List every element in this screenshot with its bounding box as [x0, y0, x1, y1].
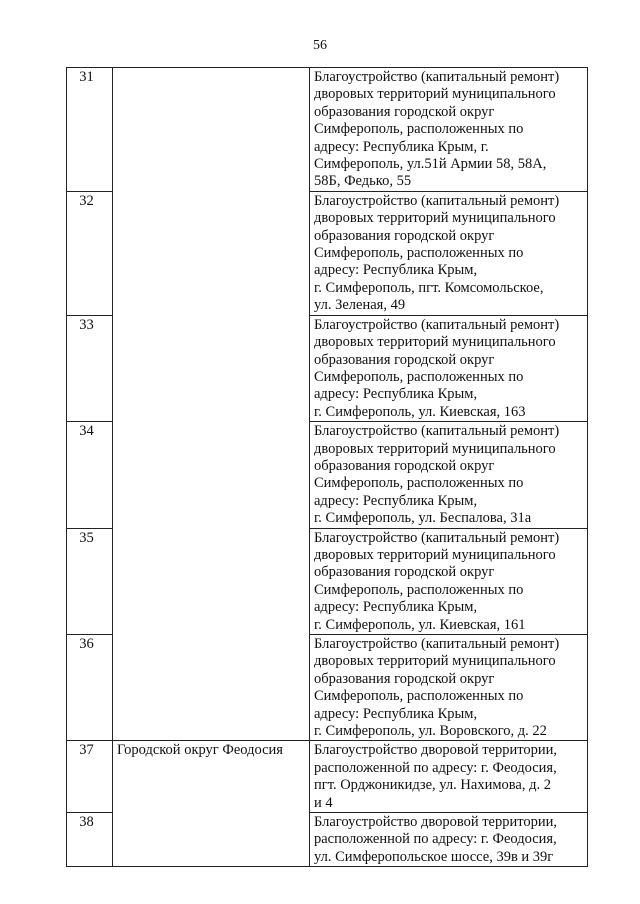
municipality-cell: Городской округ Феодосия	[113, 741, 310, 867]
row-number: 35	[67, 528, 113, 634]
description-line: Благоустройство (капитальный ремонт)	[314, 529, 560, 546]
description-line: г. Симферополь, ул. Киевская, 163	[314, 403, 526, 420]
description-line: Благоустройство (капитальный ремонт)	[314, 69, 560, 85]
description-line: дворовых территорий муниципального	[314, 86, 556, 103]
description-line: Симферополь, расположенных по	[314, 121, 524, 138]
description-line: адресу: Республика Крым,	[314, 386, 478, 403]
description-line: Благоустройство (капитальный ремонт)	[314, 423, 560, 440]
page-number: 56	[313, 38, 327, 53]
description-line: пгт. Орджоникидзе, ул. Нахимова, д. 2	[314, 777, 551, 794]
description-line: г. Симферополь, ул. Воровского, д. 22	[314, 723, 547, 740]
description-line: образования городской округ	[314, 457, 495, 474]
description-line: Симферополь, расположенных по	[314, 368, 524, 385]
table-row	[67, 68, 588, 192]
description-line: Благоустройство (капитальный ремонт)	[314, 192, 560, 209]
description-cell	[310, 635, 588, 741]
description-cell	[310, 315, 588, 421]
description-line: расположенной по адресу: г. Феодосия,	[314, 831, 557, 848]
description-line: г. Симферополь, ул. Киевская, 161	[314, 616, 526, 633]
description-line: адресу: Республика Крым,	[314, 262, 478, 279]
municipality-cell	[113, 68, 310, 741]
description-line: 58Б, Федько, 55	[314, 173, 412, 190]
description-line: дворовых территорий муниципального	[314, 546, 556, 563]
description-line: Симферополь, расположенных по	[314, 688, 524, 705]
description-line: дворовых территорий муниципального	[314, 440, 556, 457]
description-cell	[310, 68, 588, 192]
description-line: дворовых территорий муниципального	[314, 334, 556, 351]
description-line: образования городской округ	[314, 564, 495, 581]
description-line: адресу: Республика Крым, г.	[314, 138, 489, 155]
description-line: адресу: Республика Крым,	[314, 705, 478, 722]
description-line: Благоустройство (капитальный ремонт)	[314, 636, 560, 652]
row-number: 37	[67, 741, 113, 813]
description-line: образования городской округ	[314, 103, 495, 120]
description-line: и 4	[314, 794, 333, 811]
description-line: дворовых территорий муниципального	[314, 210, 556, 227]
row-number: 38	[67, 813, 113, 867]
description-line: образования городской округ	[314, 227, 495, 244]
description-cell	[310, 191, 588, 315]
description-line: Симферополь, расположенных по	[314, 245, 524, 262]
description-line: Симферополь, расположенных по	[314, 475, 524, 492]
row-number: 31	[67, 68, 113, 192]
row-number: 34	[67, 422, 113, 528]
description-line: ул. Симферопольское шоссе, 39в и 39г	[314, 848, 554, 865]
description-cell	[310, 741, 588, 813]
row-number: 32	[67, 191, 113, 315]
description-cell	[310, 528, 588, 634]
description-line: Симферополь, ул.51й Армии 58, 58А,	[314, 156, 547, 173]
description-line: Благоустройство (капитальный ремонт)	[314, 316, 560, 333]
description-line: адресу: Республика Крым,	[314, 599, 478, 616]
description-line: адресу: Республика Крым,	[314, 492, 478, 509]
description-cell	[310, 813, 588, 867]
description-line: дворовых территорий муниципального	[314, 653, 556, 670]
description-line: г. Симферополь, ул. Беспалова, 31а	[314, 510, 532, 527]
description-line: расположенной по адресу: г. Феодосия,	[314, 759, 557, 776]
row-number: 33	[67, 315, 113, 421]
description-line: г. Симферополь, пгт. Комсомольское,	[314, 279, 544, 296]
works-table	[66, 67, 588, 867]
description-line: Благоустройство дворовой территории,	[314, 814, 558, 831]
row-number: 36	[67, 635, 113, 741]
description-line: Благоустройство дворовой территории,	[314, 742, 558, 759]
description-line: ул. Зеленая, 49	[314, 297, 406, 314]
description-line: образования городской округ	[314, 670, 495, 687]
description-cell	[310, 422, 588, 528]
description-line: Симферополь, расположенных по	[314, 581, 524, 598]
description-line: образования городской округ	[314, 351, 495, 368]
table-row	[67, 741, 588, 813]
